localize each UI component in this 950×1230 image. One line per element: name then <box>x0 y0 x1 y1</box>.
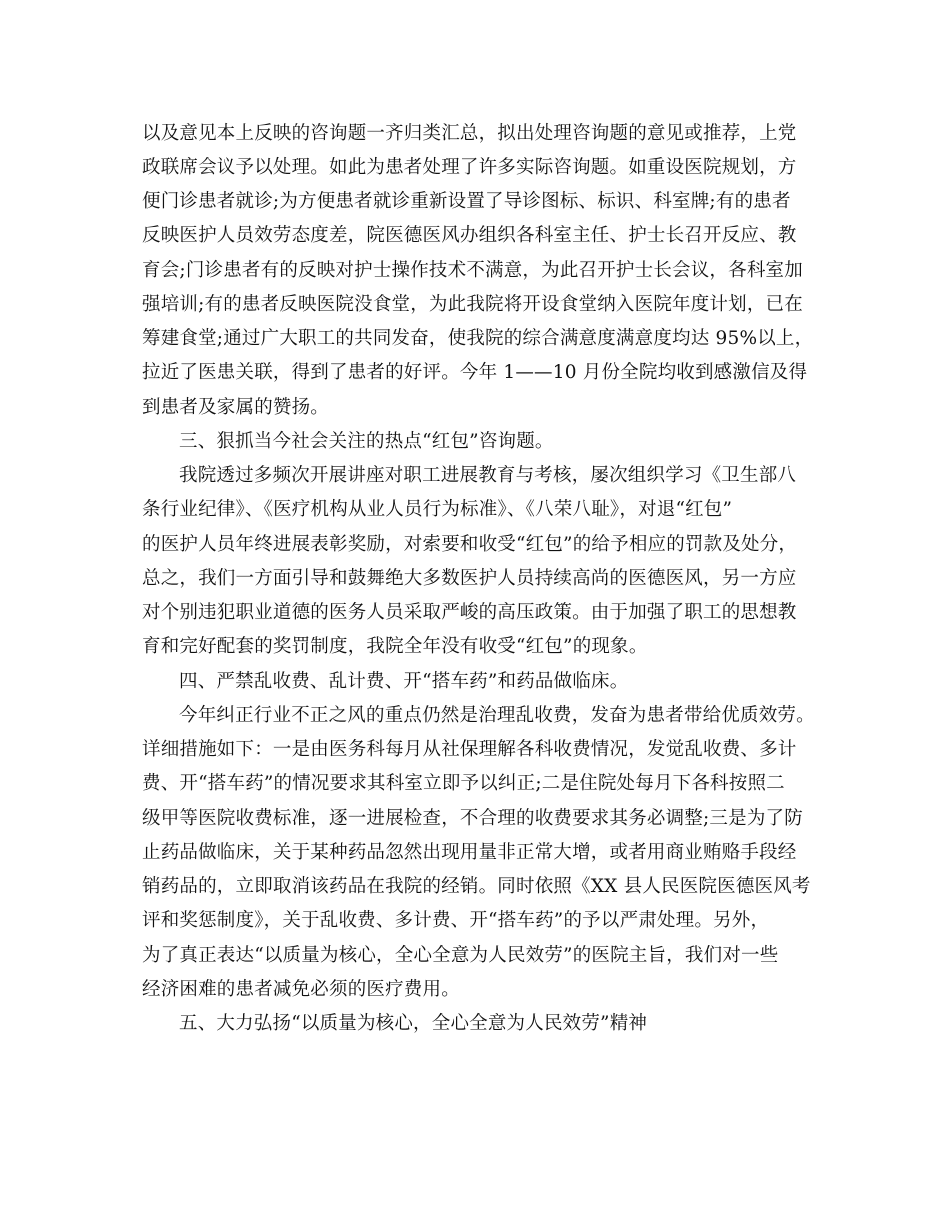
text-line: 条行业纪律》、《医疗机构从业人员行为标准》、《八荣八耻》，对退“红包” <box>142 499 733 520</box>
text-line: 政联席会议予以处理。如此为患者处理了许多实际咨询题。如重设医院规划，方 <box>142 157 797 178</box>
text-line: 以及意见本上反映的咨询题一齐归类汇总，拟出处理咨询题的意见或推荐，上党 <box>142 123 797 144</box>
text-line: 级甲等医院收费标准，逐一进展检查，不合理的收费要求其务必调整;三是为了防 <box>142 808 803 829</box>
text-line: 评和奖惩制度》，关于乱收费、多计费、开“搭车药”的予以严肃处理。另外， <box>142 910 770 931</box>
text-line: 今年纠正行业不正之风的重点仍然是治理乱收费，发奋为患者带给优质效劳。 <box>179 705 815 726</box>
text-line: 为了真正表达“以质量为核心，全心全意为人民效劳”的医院主旨，我们对一些 <box>142 945 779 966</box>
text-line: 销药品的，立即取消该药品在我院的经销。同时依照《XX 县人民医院医德医风考 <box>142 876 811 897</box>
text-line: 经济困难的患者减免必须的医疗费用。 <box>142 979 460 1000</box>
text-line: 详细措施如下：一是由医务科每月从社保理解各科收费情况，发觉乱收费、多计 <box>142 739 797 760</box>
text-line: 费、开“搭车药”的情况要求其科室立即予以纠正;二是住院处每月下各科按照二 <box>142 773 785 794</box>
text-line: 我院透过多频次开展讲座对职工进展教育与考核，屡次组织学习《卫生部八 <box>179 465 797 486</box>
text-line: 筹建食堂;通过广大职工的共同发奋，使我院的综合满意度满意度均达 95%以上， <box>142 328 814 349</box>
section-heading: 五、大力弘扬“以质量为核心，全心全意为人民效劳”精神 <box>179 1013 648 1034</box>
text-line: 到患者及家属的赞扬。 <box>142 397 330 418</box>
section-heading: 四、严禁乱收费、乱计费、开“搭车药”和药品做临床。 <box>179 671 629 692</box>
text-line: 强培训;有的患者反映医院没食堂，为此我院将开设食堂纳入医院年度计划，已在 <box>142 294 803 315</box>
text-line: 止药品做临床，关于某种药品忽然出现用量非正常大增，或者用商业贿赂手段经 <box>142 842 797 863</box>
text-line: 拉近了医患关联，得到了患者的好评。今年 1——10 月份全院均收到感激信及得 <box>142 362 808 383</box>
text-line: 的医护人员年终进展表彰奖励，对索要和收受“红包”的给予相应的罚款及处分， <box>142 534 798 555</box>
text-line: 育会;门诊患者有的反映对护士操作技术不满意，为此召开护士长会议，各科室加 <box>142 260 803 281</box>
section-heading: 三、狠抓当今社会关注的热点“红包”咨询题。 <box>179 431 554 452</box>
text-line: 总之，我们一方面引导和鼓舞绝大多数医护人员持续高尚的医德医风，另一方应 <box>142 568 797 589</box>
text-line: 便门诊患者就诊;为方便患者就诊重新设置了导诊图标、标识、科室牌;有的患者 <box>142 191 791 212</box>
text-line: 育和完好配套的奖罚制度，我院全年没有收受“红包”的现象。 <box>142 636 648 657</box>
text-line: 反映医护人员效劳态度差，院医德医风办组织各科室主任、护士长召开反应、教 <box>142 225 797 246</box>
text-line: 对个别违犯职业道德的医务人员采取严峻的高压政策。由于加强了职工的思想教 <box>142 602 797 623</box>
